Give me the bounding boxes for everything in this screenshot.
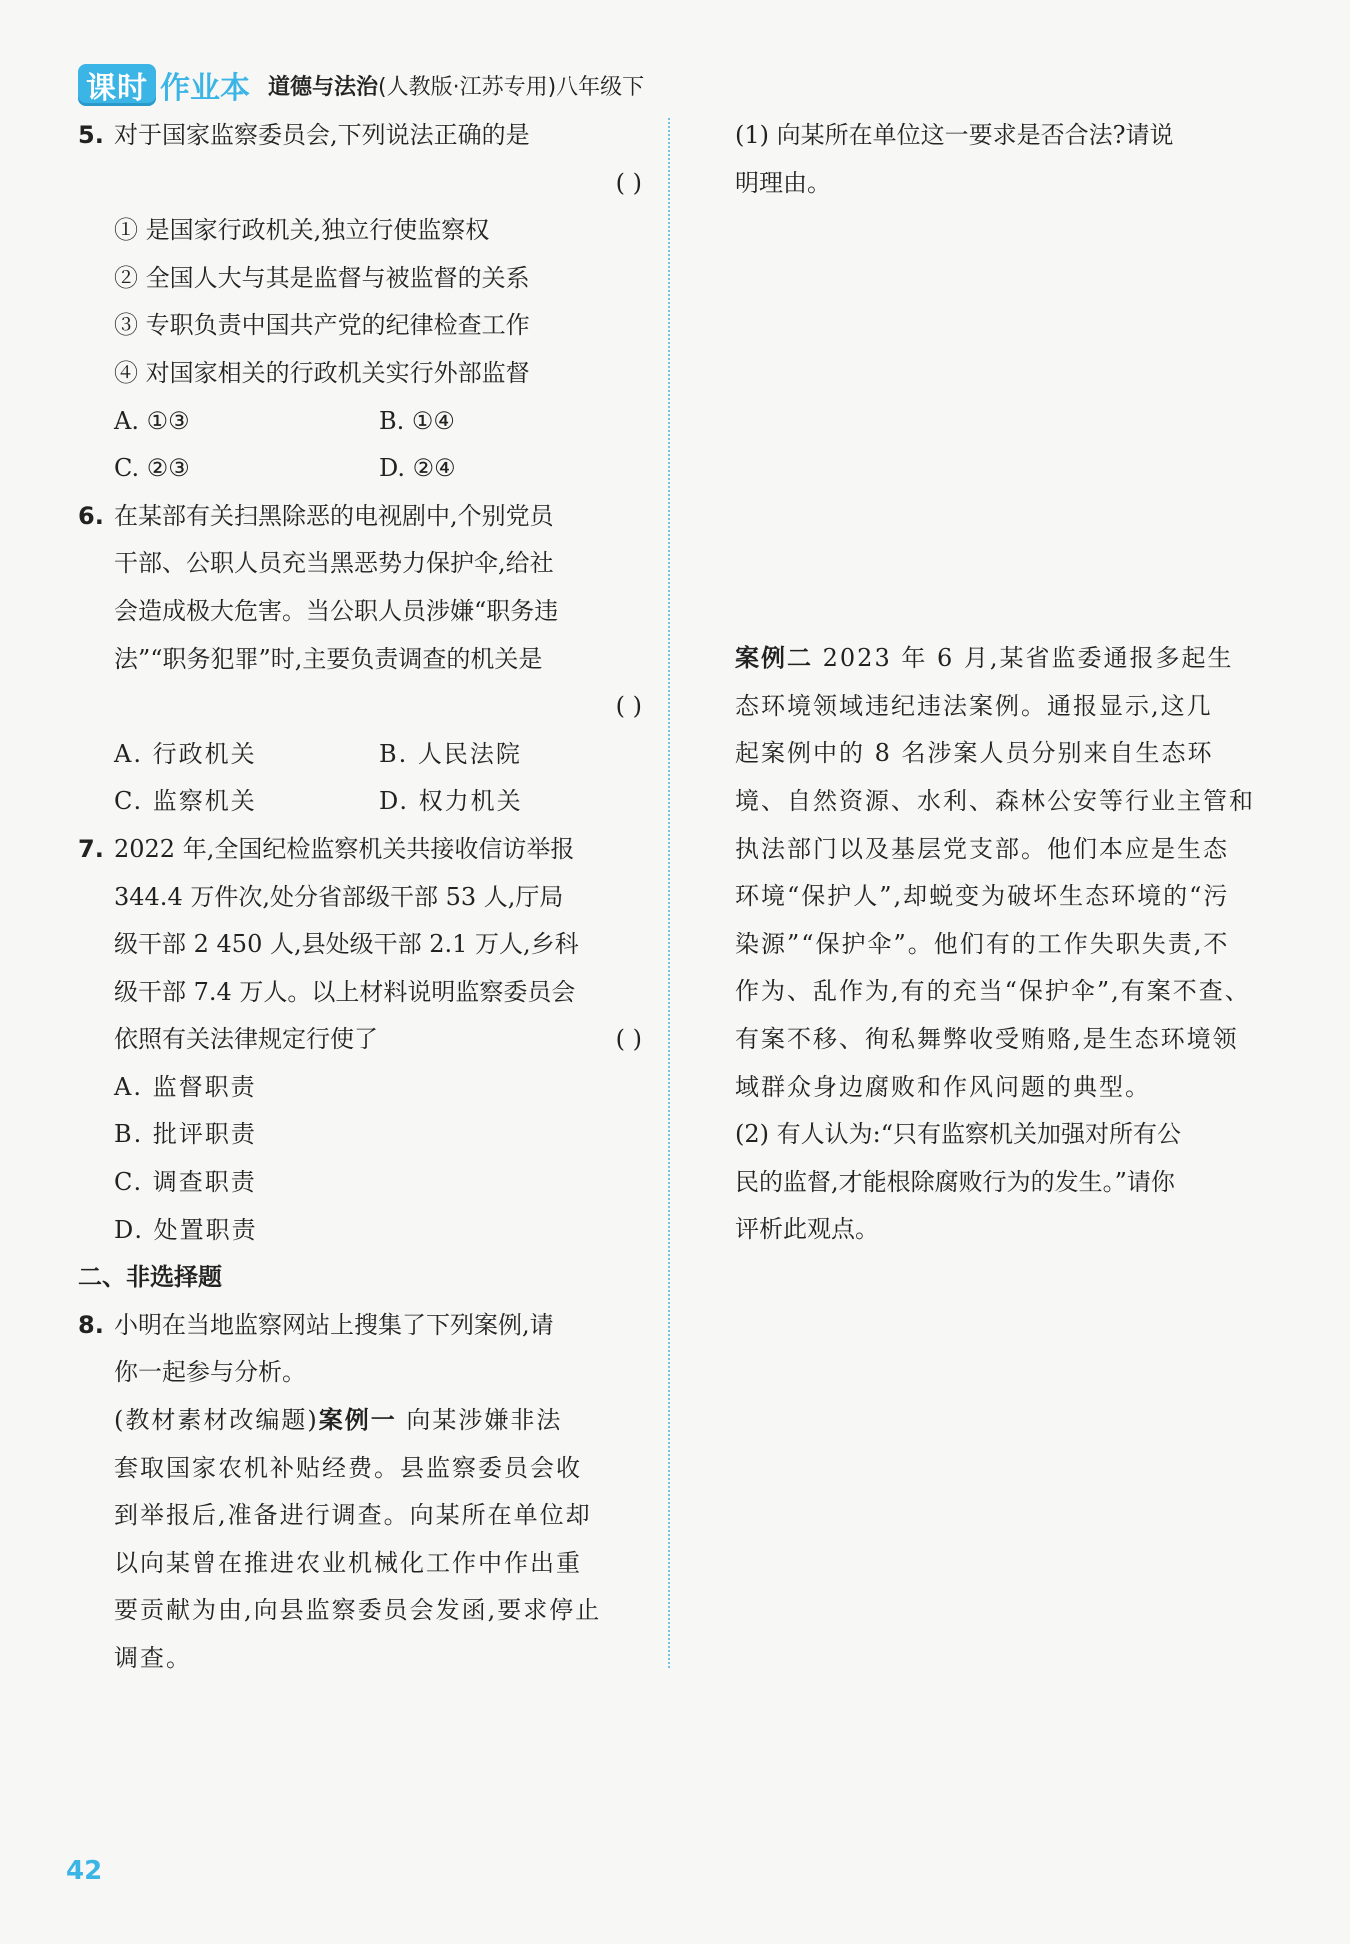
case-line: 作为、乱作为,有的充当“保护伞”,有案不查、 (735, 977, 1251, 1006)
case-line: 执法部门以及基层党支部。他们本应是生态 (735, 834, 1229, 863)
question-number: 8. (78, 1310, 104, 1339)
option-c: C. ②③ (114, 454, 190, 483)
case-1-first-line (114, 1397, 648, 1445)
question-line: 法”“职务犯罪”时,主要负责调查的机关是 (114, 644, 543, 673)
case-text: 2023 年 6 月,某省监委通报多起生 (813, 644, 1234, 673)
option-c: C. 调查职责 (114, 1168, 257, 1197)
question-stem: 对于国家监察委员会,下列说法正确的是 (114, 121, 530, 149)
sub-question-2: (2) 有人认为:“只有监察机关加强对所有公 (735, 1120, 1181, 1149)
question-line: 级干部 2 450 人,县处级干部 2.1 万人,乡科 (114, 930, 579, 959)
option-d: D. 处置职责 (114, 1215, 258, 1244)
left-column (78, 112, 648, 1683)
header-subject (268, 70, 644, 101)
options-row (114, 398, 648, 446)
question-number: 5. (78, 121, 104, 149)
option-d: D. ②④ (379, 454, 456, 483)
question-number: 6. (78, 501, 104, 530)
question-5 (78, 112, 648, 493)
case-line: 要贡献为由,向县监察委员会发函,要求停止 (114, 1596, 602, 1625)
case-line: 以向某曾在推进农业机械化工作中作出重 (114, 1548, 582, 1577)
option-b: B. 人民法院 (379, 739, 522, 768)
option-a: A. 行政机关 (114, 739, 257, 768)
answer-paren: ( ) (615, 1025, 642, 1054)
option-a: A. 监督职责 (114, 1072, 257, 1101)
right-column (735, 112, 1275, 1254)
case-line: 态环境领域违纪违法案例。通报显示,这几 (735, 691, 1213, 720)
question-line: 依照有关法律规定行使了 (114, 1025, 378, 1054)
sub-question-1-cont: 明理由。 (735, 168, 831, 197)
edition: (人教版·江苏专用)八年级下 (378, 74, 645, 100)
question-line: 在某部有关扫黑除恶的电视剧中,个别党员 (114, 501, 554, 530)
page-header (78, 62, 644, 108)
subject-name: 道德与法治 (268, 74, 379, 100)
case-line: 套取国家农机补贴经费。县监察委员会收 (114, 1453, 582, 1482)
options-row (114, 778, 648, 826)
answer-paren: ( ) (615, 692, 642, 721)
question-line: 干部、公职人员充当黑恶势力保护伞,给社 (114, 549, 554, 578)
answer-space (735, 207, 1275, 635)
answer-paren: ( ) (615, 168, 642, 197)
statement-item: ④ 对国家相关的行政机关实行外部监督 (114, 358, 530, 387)
question-line: 小明在当地监察网站上搜集了下列案例,请 (114, 1310, 554, 1339)
question-6 (78, 493, 648, 826)
sub-question-2-cont: 民的监督,才能根除腐败行为的发生。”请你 (735, 1167, 1175, 1196)
case-label: 案例一 (318, 1406, 397, 1435)
case-source-note: (教材素材改编题) (114, 1406, 319, 1435)
statement-item: ① 是国家行政机关,独立行使监察权 (114, 216, 490, 245)
option-b: B. 批评职责 (114, 1120, 257, 1149)
logo-text: 作业本 (160, 71, 250, 106)
option-c: C. 监察机关 (114, 787, 257, 816)
statement-item: ③ 专职负责中国共产党的纪律检查工作 (114, 311, 530, 340)
question-line: 会造成极大危害。当公职人员涉嫌“职务违 (114, 596, 559, 625)
option-b: B. ①④ (379, 406, 455, 435)
case-line: 有案不移、徇私舞弊收受贿赂,是生态环境领 (735, 1024, 1239, 1053)
case-label: 案例二 (735, 644, 813, 673)
question-number: 7. (78, 834, 104, 863)
question-last-line (114, 1016, 648, 1064)
case-line: 域群众身边腐败和作风问题的典型。 (735, 1072, 1151, 1101)
option-a: A. ①③ (114, 406, 190, 435)
question-7 (78, 826, 648, 1254)
logo-boxed: 课时 (78, 64, 156, 106)
question-line: 级干部 7.4 万人。以上材料说明监察委员会 (114, 977, 576, 1006)
sub-question-2-cont: 评析此观点。 (735, 1215, 879, 1244)
case-line: 起案例中的 8 名涉案人员分别来自生态环 (735, 739, 1214, 768)
question-8 (78, 1302, 648, 1683)
question-line: 2022 年,全国纪检监察机关共接收信访举报 (114, 834, 575, 863)
sub-question-1: (1) 向某所在单位这一要求是否合法?请说 (735, 121, 1174, 149)
section-title: 二、非选择题 (78, 1263, 222, 1292)
column-divider (668, 118, 670, 1668)
case-text: 向某涉嫌非法 (396, 1406, 563, 1435)
question-line: 344.4 万件次,处分省部级干部 53 人,厅局 (114, 882, 564, 911)
case-line: 染源”“保护伞”。他们有的工作失职失责,不 (735, 929, 1230, 958)
case-line: 调查。 (114, 1644, 192, 1672)
case-line: 到举报后,准备进行调查。向某所在单位却 (114, 1501, 592, 1530)
option-d: D. 权力机关 (379, 787, 523, 816)
question-line: 你一起参与分析。 (114, 1358, 306, 1387)
page-number: 42 (66, 1856, 103, 1886)
case-2-first-line (735, 635, 1275, 683)
statement-item: ② 全国人大与其是监督与被监督的关系 (114, 263, 530, 292)
case-line: 环境“保护人”,却蜕变为破坏生态环境的“污 (735, 882, 1230, 911)
options-row (114, 731, 648, 779)
options-row (114, 445, 648, 493)
case-line: 境、自然资源、水利、森林公安等行业主管和 (735, 786, 1255, 815)
